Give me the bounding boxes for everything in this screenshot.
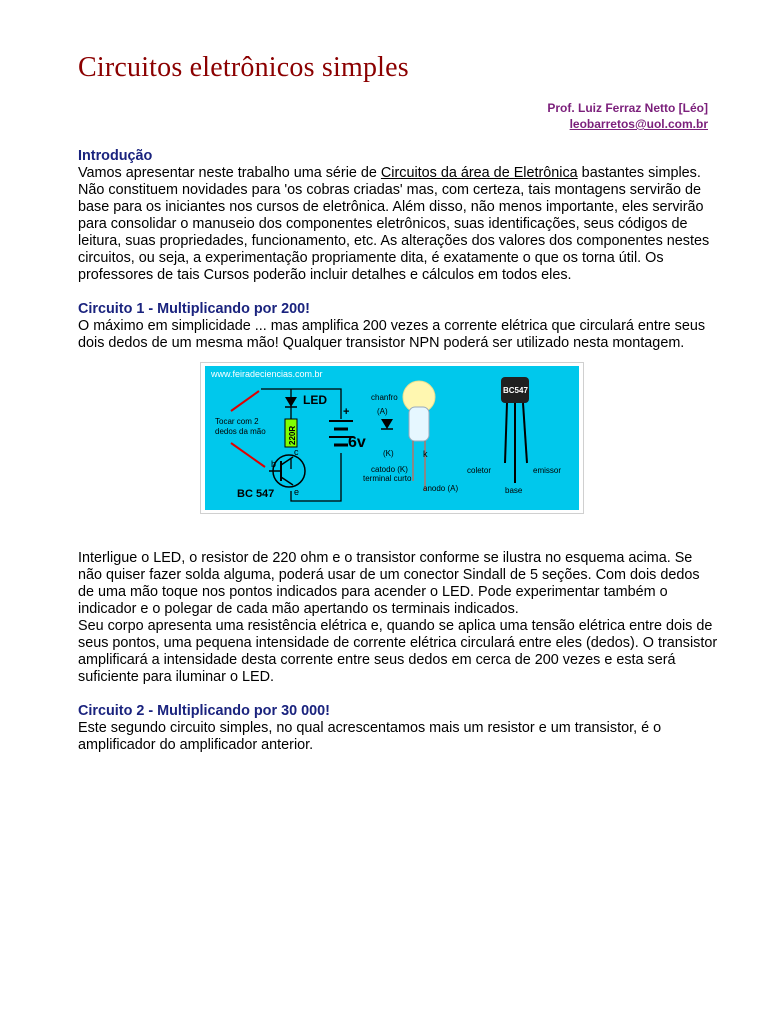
led-body [409,407,429,441]
circuit2-heading: Circuito 2 - Multiplicando por 30 000! [78,703,330,719]
cathode-k-label: (K) [383,449,394,458]
led-label: LED [303,393,327,407]
circuit1-intro: O máximo em simplicidade ... mas amplifica 200 vezes a corrente elétrica que circulará entre seus dois dedos de um mesma mão! Qualquer transistor NPN poderá ser utilizado nesta montagem. [78,318,706,351]
resistor-label: 220R [288,425,297,445]
chanfro-label: chanfro [371,393,398,402]
author-email-link[interactable]: leobarretos@uol.com.br [569,117,708,131]
article-body [78,148,718,754]
circuit1-svg [201,363,583,513]
page-title: Circuitos eletrônicos simples [78,52,409,83]
k-label: k [423,449,428,459]
pin-c: c [294,447,299,457]
author-block [547,100,708,132]
intro-paragraph [78,165,718,284]
site-label: www.feiradeciencias.com.br [211,369,323,379]
anode-a-label: (A) [377,407,388,416]
anodo-label: anodo (A) [423,484,459,493]
circuit1-diagram [200,362,584,514]
transistor-label: BC 547 [237,488,275,500]
touch-label-1: Tocar com 2 [215,417,259,426]
emissor-label: emissor [533,466,562,475]
catodo-label: catodo (K) [371,465,408,474]
battery-voltage: 6v [348,434,366,451]
battery-plus: + [343,406,350,418]
pin-b: b [271,459,277,469]
base-label: base [505,486,523,495]
circuit2-intro: Este segundo circuito simples, no qual acrescentamos mais um resistor e um transistor, é o amplificador do amplificador anterior. [78,720,662,753]
intro-heading: Introdução [78,148,153,164]
bc547-part-label: BC547 [503,386,528,395]
circuit1-instructions: Interligue o LED, o resistor de 220 ohm e o transistor conforme se ilustra no esquema acima. Se não quiser fazer solda alguma, poderá usar de um conector Sindall de 5 seções. Com dois dedos de uma mão toque nos pontos indicados para acender o LED. Pode experimentar também o indicador e o polegar de cada mão apertando os terminais indicados. [78,550,700,617]
circuits-link[interactable]: Circuitos da área de Eletrônica [380,165,578,181]
circuit1-heading: Circuito 1 - Multiplicando por 200! [78,301,310,317]
touch-label-2: dedos da mão [215,427,266,436]
circuit1-figure-wrap [78,352,718,550]
coletor-label: coletor [467,466,492,475]
intro-text-start: Vamos apresentar neste trabalho uma série de [78,165,381,181]
pin-e: e [294,487,300,497]
intro-text-end: bastantes simples. Não constituem novidades para 'os cobras criadas' mas, com certeza, tais montagens servirão de base para os iniciantes nos cursos de eletrônica. Além disso, não menos importante, eles servirão para consolidar o manuseio dos componentes eletrônicos, suas identificações, seus códigos de leitura, suas propriedades, funcionamento, etc. As alterações dos valores dos componentes nestes circuitos, ou seja, a experimentação propriamente dita, é exatamente o que os torna útil. Os professores de tais Cursos poderão incluir detalhes e cálculos em todos eles. [78,165,710,283]
circuit1-explanation: Seu corpo apresenta uma resistência elétrica e, quando se aplica uma tensão elétrica entre dois de seus pontos, uma pequena intensidade de corrente elétrica circulará entre eles (dedos). O transistor amplificará a intensidade desta corrente entre seus dedos em cerca de 200 vezes e esta será suficiente para iluminar o LED. [78,618,718,685]
terminal-curto-label: terminal curto [363,474,412,483]
author-name: Prof. Luiz Ferraz Netto [Léo] [547,101,708,115]
